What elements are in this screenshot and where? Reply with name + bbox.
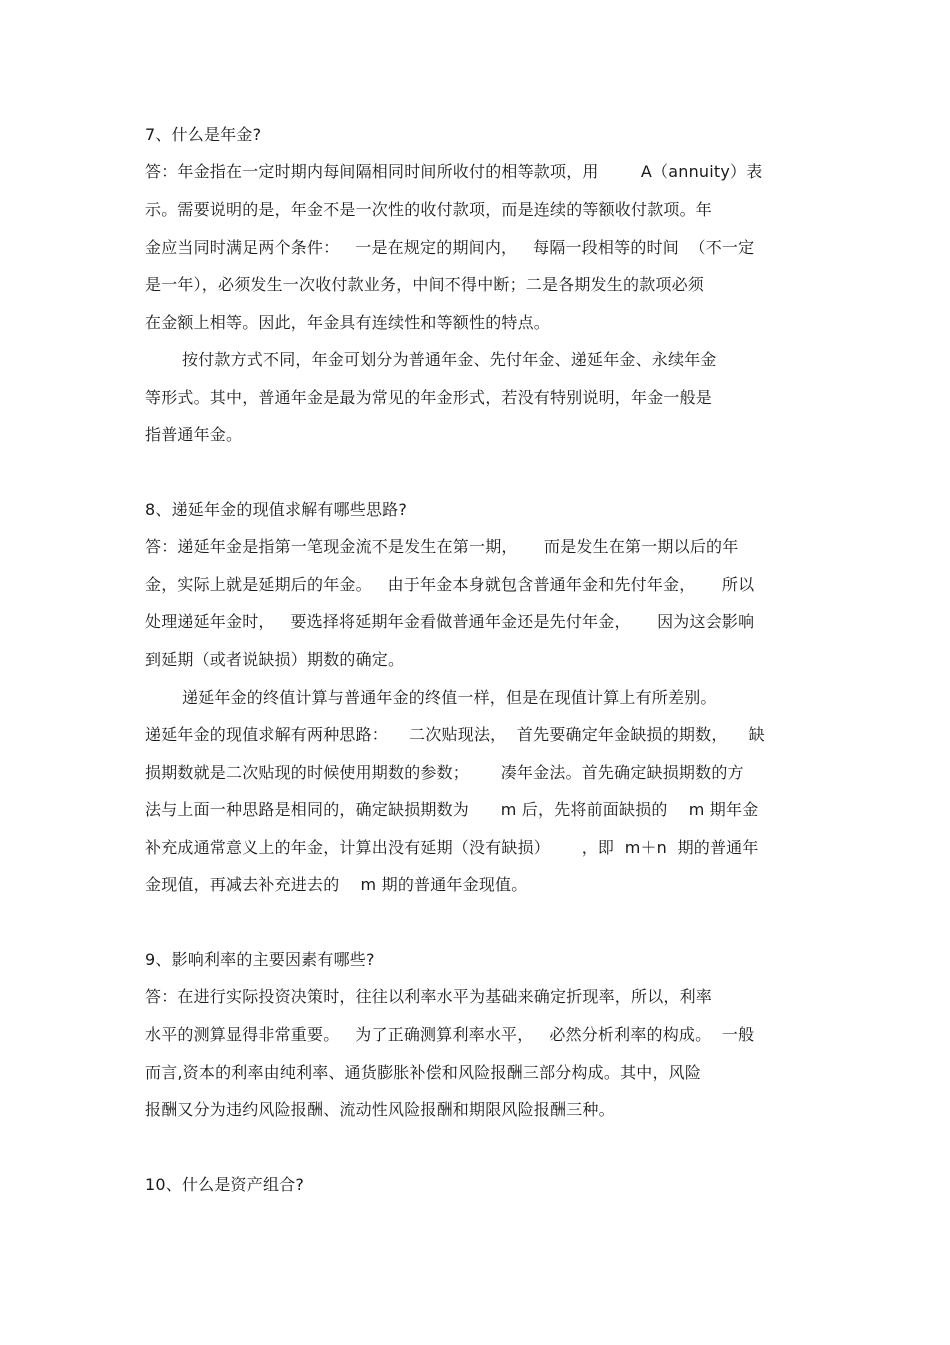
q7-line-6: 按付款方式不同，年金可划分为普通年金、先付年金、递延年金、永续年金: [182, 350, 717, 369]
q8-title: 8、递延年金的现值求解有哪些思路?: [145, 500, 408, 519]
q7-title: 7、什么是年金?: [145, 125, 262, 144]
q8-line-5: 递延年金的终值计算与普通年金的终值一样，但是在现值计算上有所差别。: [182, 688, 717, 707]
q8-line-6: 递延年金的现值求解有两种思路： 二次贴现法， 首先要确定年金缺损的期数， 缺: [145, 725, 765, 744]
q8-line-7: 损期数就是二次贴现的时候使用期数的参数； 凑年金法。首先确定缺损期数的方: [145, 763, 744, 782]
q9-line-2: 水平的测算显得非常重要。 为了正确测算利率水平， 必然分析利率的构成。 一般: [145, 1025, 755, 1044]
q7-line-5: 在金额上相等。因此，年金具有连续性和等额性的特点。: [145, 313, 551, 332]
q7-line-4: 是一年），必须发生一次收付款业务，中间不得中断；二是各期发生的款项必须: [145, 275, 705, 294]
q8-line-3: 处理递延年金时， 要选择将延期年金看做普通年金还是先付年金， 因为这会影响: [145, 612, 755, 631]
q7-line-8: 指普通年金。: [145, 425, 243, 444]
q9-line-1: 答：在进行实际投资决策时，往往以利率水平为基础来确定折现率，所以，利率: [145, 987, 713, 1006]
q7-line-3: 金应当同时满足两个条件： 一是在规定的期间内， 每隔一段相等的时间 （不一定: [145, 238, 755, 257]
q8-line-10: 金现值，再减去补充进去的 m 期的普通年金现值。: [145, 875, 528, 894]
q10-title: 10、什么是资产组合?: [145, 1175, 305, 1194]
q7-line-1: 答：年金指在一定时期内每间隔相同时间所收付的相等款项，用 A（annuity）表: [145, 162, 763, 181]
q8-line-1: 答：递延年金是指第一笔现金流不是发生在第一期， 而是发生在第一期以后的年: [145, 537, 739, 556]
q9-line-3: 而言,资本的利率由纯利率、通货膨胀补偿和风险报酬三部分构成。其中，风险: [145, 1063, 702, 1082]
q8-line-8: 法与上面一种思路是相同的，确定缺损期数为 m 后，先将前面缺损的 m 期年金: [145, 800, 759, 819]
q8-line-4: 到延期（或者说缺损）期数的确定。: [145, 650, 405, 669]
q9-line-4: 报酬又分为违约风险报酬、流动性风险报酬和期限风险报酬三种。: [145, 1100, 615, 1119]
q9-title: 9、影响利率的主要因素有哪些?: [145, 950, 375, 969]
q7-line-7: 等形式。其中，普通年金是最为常见的年金形式，若没有特别说明，年金一般是: [145, 388, 713, 407]
q8-line-2: 金，实际上就是延期后的年金。 由于年金本身就包含普通年金和先付年金， 所以: [145, 575, 755, 594]
q8-line-9: 补充成通常意义上的年金，计算出没有延期（没有缺损） ，即 m＋n 期的普通年: [145, 838, 759, 857]
q7-line-2: 示。需要说明的是，年金不是一次性的收付款项，而是连续的等额收付款项。年: [145, 200, 713, 219]
